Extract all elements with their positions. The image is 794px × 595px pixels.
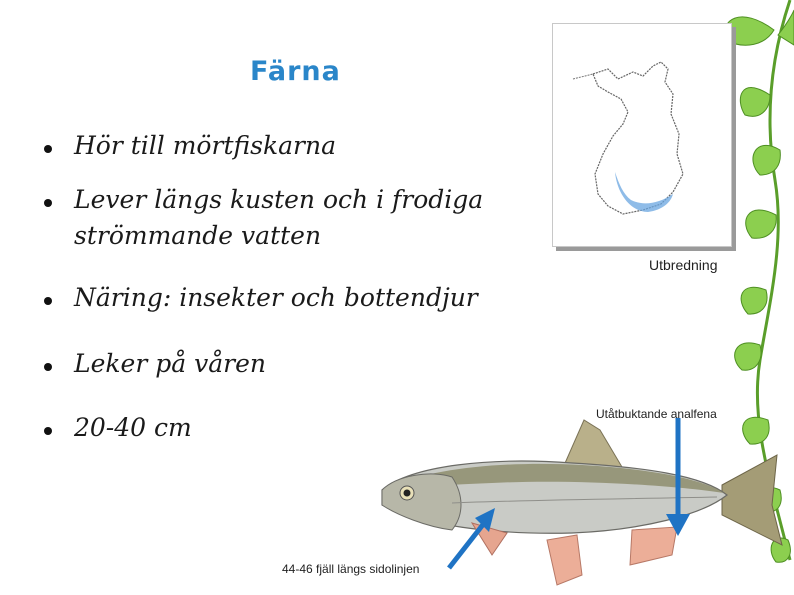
- map-caption: Utbredning: [649, 257, 718, 273]
- anal-fin-label: Utåtbuktande analfena: [596, 407, 717, 421]
- bullet-text: Lever längs kusten och i frodiga strömmande vatten: [74, 185, 484, 250]
- bullet-dot-icon: [44, 297, 52, 305]
- scale-count-label: 44-46 fjäll längs sidolinjen: [282, 562, 420, 576]
- bullet-item: [44, 128, 514, 164]
- bullet-item: [44, 346, 514, 382]
- finland-map-icon: [553, 24, 731, 246]
- bullet-text: 20-40 cm: [74, 413, 192, 442]
- distribution-map: [552, 23, 732, 247]
- bullet-dot-icon: [44, 199, 52, 207]
- bullet-text: Hör till mörtfiskarna: [74, 131, 336, 160]
- bullet-dot-icon: [44, 363, 52, 371]
- bullet-dot-icon: [44, 427, 52, 435]
- bullet-dot-icon: [44, 145, 52, 153]
- bullet-text: Näring: insekter och bottendjur: [74, 283, 478, 312]
- bullet-item: [44, 182, 514, 254]
- pointer-arrow-icon: [648, 418, 708, 548]
- pointer-arrow-icon: [435, 500, 515, 580]
- bullet-text: Leker på våren: [74, 349, 266, 378]
- slide-title: Färna: [250, 56, 341, 87]
- bullet-list: [44, 128, 514, 446]
- bullet-item: [44, 280, 514, 316]
